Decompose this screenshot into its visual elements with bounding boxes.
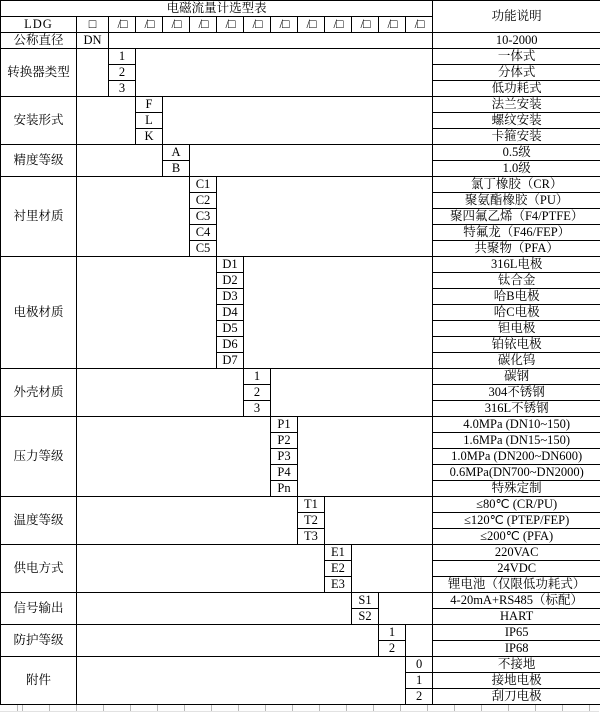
option-code: 2 — [406, 689, 433, 705]
option-code: P2 — [271, 433, 298, 449]
spacer-cell — [163, 97, 433, 145]
table-title: 电磁流量计选型表 — [1, 1, 433, 17]
option-code: C4 — [190, 225, 217, 241]
option-code: 2 — [244, 385, 271, 401]
model-slot-cell: /□ — [352, 17, 379, 33]
option-code: 2 — [379, 641, 406, 657]
spacer-cell — [190, 145, 433, 177]
option-desc: 钽电极 — [433, 321, 600, 337]
option-desc: 220VAC — [433, 545, 600, 561]
option-desc: 特殊定制 — [433, 481, 600, 497]
option-code: 1 — [244, 369, 271, 385]
option-code: P1 — [271, 417, 298, 433]
option-desc: 1.6MPa (DN15~150) — [433, 433, 600, 449]
category-label: 温度等级 — [1, 497, 77, 545]
category-label: 转换器类型 — [1, 49, 77, 97]
option-desc: 刮刀电极 — [433, 689, 600, 705]
spacer-cell — [379, 593, 433, 625]
model-box-cell: □ — [77, 17, 109, 33]
spacer-cell — [77, 369, 244, 417]
option-desc: ≤200℃ (PFA) — [433, 529, 600, 545]
option-code: 3 — [244, 401, 271, 417]
option-code: L — [136, 113, 163, 129]
category-label: 供电方式 — [1, 545, 77, 593]
model-slot-cell: /□ — [217, 17, 244, 33]
option-code: E1 — [325, 545, 352, 561]
excel-gridline-strip — [0, 705, 599, 712]
spacer-cell — [77, 593, 352, 625]
model-slot-cell: /□ — [271, 17, 298, 33]
option-desc: 低功耗式 — [433, 81, 600, 97]
spacer-cell — [109, 33, 433, 49]
option-desc: HART — [433, 609, 600, 625]
option-desc: 304不锈钢 — [433, 385, 600, 401]
option-code: D7 — [217, 353, 244, 369]
option-desc: 不接地 — [433, 657, 600, 673]
model-slot-cell: /□ — [109, 17, 136, 33]
category-label: 安装形式 — [1, 97, 77, 145]
spacer-cell — [325, 497, 433, 545]
option-code: E2 — [325, 561, 352, 577]
spacer-cell — [77, 49, 109, 97]
model-slot-cell: /□ — [298, 17, 325, 33]
category-label: 外壳材质 — [1, 369, 77, 417]
option-desc: 1.0级 — [433, 161, 600, 177]
option-code: D6 — [217, 337, 244, 353]
model-slot-cell: /□ — [190, 17, 217, 33]
option-code: K — [136, 129, 163, 145]
spacer-cell — [217, 177, 433, 257]
option-code: D1 — [217, 257, 244, 273]
option-desc: IP68 — [433, 641, 600, 657]
category-label: 公称直径 — [1, 33, 77, 49]
spacer-cell — [136, 49, 433, 97]
spacer-cell — [77, 625, 379, 657]
option-code: T3 — [298, 529, 325, 545]
category-label: 压力等级 — [1, 417, 77, 497]
option-code: D2 — [217, 273, 244, 289]
option-desc: 24VDC — [433, 561, 600, 577]
category-label: 信号输出 — [1, 593, 77, 625]
option-code: D5 — [217, 321, 244, 337]
option-code: E3 — [325, 577, 352, 593]
desc-header: 功能说明 — [433, 1, 600, 33]
option-desc: 碳钢 — [433, 369, 600, 385]
category-label: 精度等级 — [1, 145, 77, 177]
option-desc: 10-2000 — [433, 33, 600, 49]
option-code: 1 — [379, 625, 406, 641]
option-code: D3 — [217, 289, 244, 305]
option-desc: 4.0MPa (DN10~150) — [433, 417, 600, 433]
option-code: DN — [77, 33, 109, 49]
option-code: Pn — [271, 481, 298, 497]
option-desc: 碳化钨 — [433, 353, 600, 369]
category-label: 电极材质 — [1, 257, 77, 369]
option-code: C5 — [190, 241, 217, 257]
spacer-cell — [77, 145, 163, 177]
option-desc: 4-20mA+RS485（标配） — [433, 593, 600, 609]
spacer-cell — [77, 545, 325, 593]
model-slot-cell: /□ — [406, 17, 433, 33]
option-desc: 法兰安装 — [433, 97, 600, 113]
option-desc: 卡箍安装 — [433, 129, 600, 145]
option-code: C2 — [190, 193, 217, 209]
option-desc: IP65 — [433, 625, 600, 641]
option-code: C3 — [190, 209, 217, 225]
spacer-cell — [298, 417, 433, 497]
option-code: F — [136, 97, 163, 113]
spacer-cell — [77, 97, 136, 145]
option-code: 2 — [109, 65, 136, 81]
category-label: 附件 — [1, 657, 77, 705]
option-desc: 铂铱电极 — [433, 337, 600, 353]
option-desc: ≤80℃ (CR/PU) — [433, 497, 600, 513]
model-slot-cell: /□ — [379, 17, 406, 33]
option-desc: 316L电极 — [433, 257, 600, 273]
option-desc: 哈C电极 — [433, 305, 600, 321]
option-desc: 哈B电极 — [433, 289, 600, 305]
option-code: S1 — [352, 593, 379, 609]
option-code: C1 — [190, 177, 217, 193]
option-code: 1 — [406, 673, 433, 689]
model-slot-cell: /□ — [136, 17, 163, 33]
category-label: 衬里材质 — [1, 177, 77, 257]
option-desc: 共聚物（PFA） — [433, 241, 600, 257]
option-desc: 一体式 — [433, 49, 600, 65]
option-desc: 聚四氟乙烯（F4/PTFE） — [433, 209, 600, 225]
option-code: S2 — [352, 609, 379, 625]
spacer-cell — [77, 657, 406, 705]
option-code: T2 — [298, 513, 325, 529]
option-code: A — [163, 145, 190, 161]
option-code: P4 — [271, 465, 298, 481]
model-slot-cell: /□ — [244, 17, 271, 33]
option-desc: 锂电池（仅限低功耗式） — [433, 577, 600, 593]
option-desc: 氯丁橡胶（CR） — [433, 177, 600, 193]
option-desc: 0.6MPa(DN700~DN2000) — [433, 465, 600, 481]
spacer-cell — [244, 257, 433, 369]
option-desc: 接地电极 — [433, 673, 600, 689]
category-label: 防护等级 — [1, 625, 77, 657]
option-desc: ≤120℃ (PTEP/FEP) — [433, 513, 600, 529]
spacer-cell — [77, 177, 190, 257]
option-code: T1 — [298, 497, 325, 513]
option-code: B — [163, 161, 190, 177]
option-code: 1 — [109, 49, 136, 65]
spacer-cell — [271, 369, 433, 417]
option-desc: 0.5级 — [433, 145, 600, 161]
model-prefix: LDG — [1, 17, 77, 33]
option-desc: 1.0MPa (DN200~DN600) — [433, 449, 600, 465]
option-code: 3 — [109, 81, 136, 97]
option-code: D4 — [217, 305, 244, 321]
option-desc: 聚氨酯橡胶（PU） — [433, 193, 600, 209]
option-desc: 特氟龙（F46/FEP） — [433, 225, 600, 241]
spacer-cell — [77, 497, 298, 545]
spacer-cell — [77, 257, 217, 369]
option-desc: 钛合金 — [433, 273, 600, 289]
option-desc: 分体式 — [433, 65, 600, 81]
model-slot-cell: /□ — [325, 17, 352, 33]
option-code: 0 — [406, 657, 433, 673]
option-desc: 螺纹安装 — [433, 113, 600, 129]
spacer-cell — [77, 417, 271, 497]
option-desc: 316L不锈钢 — [433, 401, 600, 417]
model-slot-cell: /□ — [163, 17, 190, 33]
spacer-cell — [352, 545, 433, 593]
spacer-cell — [406, 625, 433, 657]
option-code: P3 — [271, 449, 298, 465]
